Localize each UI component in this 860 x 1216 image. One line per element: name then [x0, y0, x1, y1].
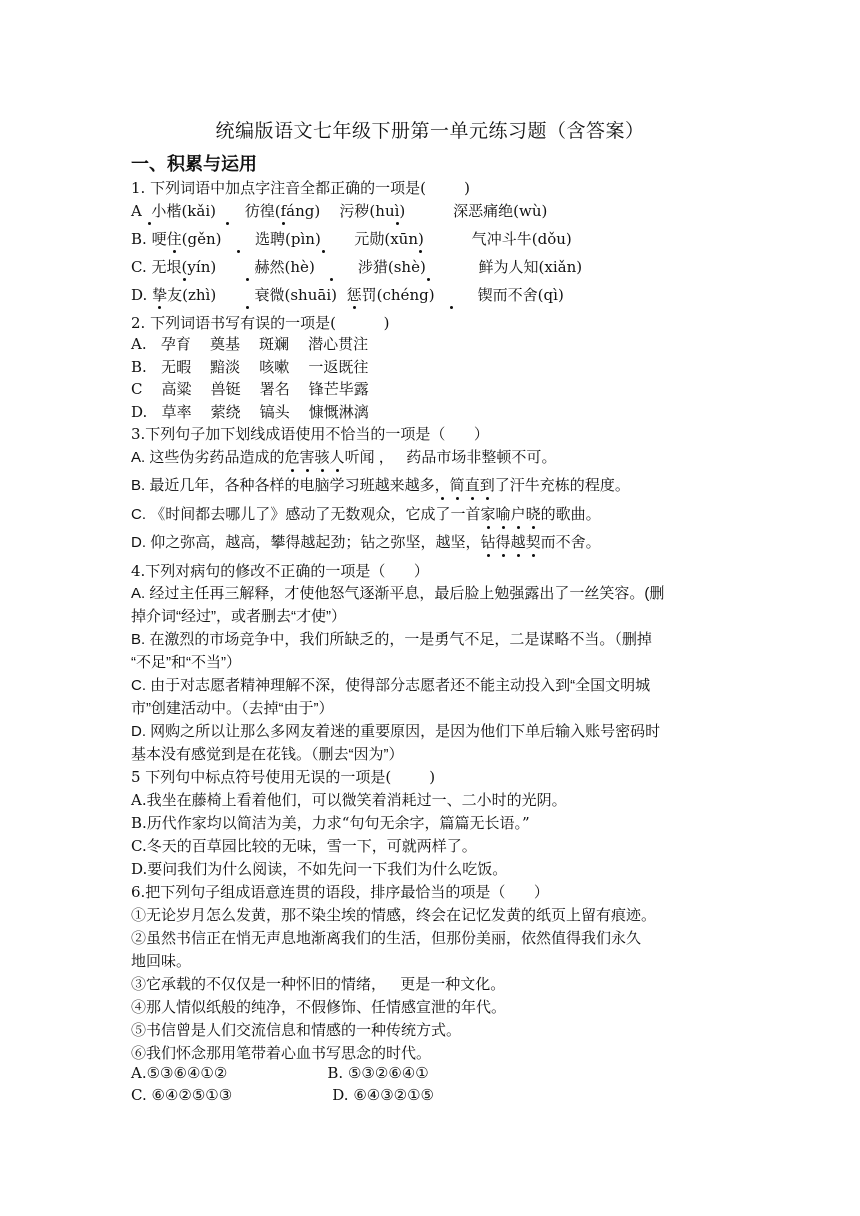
- question-2-option-a: A. 孕育 奠基 斑斓 潜心贯注: [131, 335, 369, 353]
- question-2-option-d: D. 草率 萦绕 镐头 慷慨淋漓: [131, 403, 369, 421]
- question-1-option-a: A 小楷(kǎi) 彷徨(fáng) 污秽(huì) 深恶痛绝(wù): [131, 202, 548, 220]
- question-1-option-d: D. 挚友(zhì) 衰微(shuāi) 惩罚(chéng) 锲而不舍(qì): [131, 286, 564, 304]
- question-1-stem: 1. 下列词语中加点字注音全都正确的一项是( ): [131, 179, 470, 197]
- question-4-option-d-line-2: 基本没有感觉到是在花钱。（删去“因为”）: [131, 746, 404, 763]
- question-4-option-a-line-1: A. 经过主任再三解释，才使他怒气逐渐平息，最后脸上勉强露出了一丝笑容。(删: [131, 585, 665, 602]
- question-3-option-c: C. 《时间都去哪儿了》感动了无数观众，它成了一首家喻户晓的歌曲。: [131, 506, 601, 523]
- question-3-option-a: A. 这些伪劣药品造成的危害骇人听闻 ， 药品市场非整顿不可。: [131, 449, 557, 466]
- question-6-sentence-5: ⑤书信曾是人们交流信息和情感的一种传统方式。: [131, 1021, 462, 1039]
- question-5-option-b: B.历代作家均以简洁为美，力求“句句无余字，篇篇无长语。”: [131, 814, 530, 832]
- question-3-option-d: D. 仰之弥高，越高，攀得越起劲；钻之弥坚，越坚，钻得越契而不舍。: [131, 534, 601, 551]
- question-6-options-ab: A.⑤③⑥④①② B. ⑤③②⑥④①: [131, 1064, 429, 1082]
- question-6-options-cd: C. ⑥④②⑤①③ D. ⑥④③②①⑤: [131, 1086, 435, 1104]
- question-2-option-c: C 高粱 兽铤 署名 锋芒毕露: [131, 380, 369, 398]
- question-4-option-d-line-1: D. 网购之所以让那么多网友着迷的重要原因，是因为他们下单后输入账号密码时: [131, 723, 661, 740]
- question-6-sentence-6: ⑥我们怀念那用笔带着心血书写思念的时代。: [131, 1044, 432, 1062]
- question-4-option-b-line-1: B. 在激烈的市场竞争中，我们所缺乏的，一是勇气不足，二是谋略不当。（删掉: [131, 631, 652, 648]
- question-5-option-d: D.要问我们为什么阅读，不如先问一下我们为什么吃饭。: [131, 860, 508, 878]
- question-3-stem: 3.下列句子加下划线成语使用不恰当的一项是（ ）: [131, 425, 489, 443]
- question-6-sentence-1: ①无论岁月怎么发黄，那不染尘埃的情感，终会在记忆发黄的纸页上留有痕迹。: [131, 906, 657, 924]
- question-6-sentence-3: ③它承载的不仅仅是一种怀旧的情绪， 更是一种文化。: [131, 975, 506, 993]
- question-5-option-c: C.冬天的百草园比较的无味，雪一下，可就两样了。: [131, 837, 477, 855]
- page-title: 统编版语文七年级下册第一单元练习题（含答案）: [215, 120, 645, 142]
- question-2-stem: 2. 下列词语书写有误的一项是( ): [131, 314, 390, 332]
- question-3-option-b: B. 最近几年，各种各样的电脑学习班越来越多，简直到了汗牛充栋的程度。: [131, 477, 630, 494]
- question-4-option-a-line-2: 掉介词“经过”，或者删去“才使”）: [131, 608, 346, 625]
- question-5-option-a: A.我坐在藤椅上看着他们，可以微笑着消耗过一、二小时的光阴。: [131, 791, 567, 809]
- question-5-stem: 5 下列句中标点符号使用无误的一项是( ): [131, 768, 436, 786]
- question-6-sentence-4: ④那人情似纸般的纯净，不假修饰、任情感宣泄的年代。: [131, 998, 507, 1016]
- question-6-sentence-2-line-2: 地回味。: [131, 952, 192, 970]
- question-1-option-c: C. 无垠(yín) 赫然(hè) 涉猎(shè) 鲜为人知(xiǎn): [131, 258, 583, 276]
- question-4-option-c-line-1: C. 由于对志愿者精神理解不深，使得部分志愿者还不能主动投入到“全国文明城: [131, 677, 651, 694]
- question-4-option-c-line-2: 市”创建活动中。（去掉“由于”）: [131, 700, 334, 717]
- question-4-option-b-line-2: “不足”和“不当”）: [131, 654, 241, 671]
- question-2-option-b: B. 无暇 黯淡 咳嗽 一返既往: [131, 358, 369, 376]
- question-6-stem: 6.把下列句子组成语意连贯的语段，排序最恰当的项是（ ）: [131, 883, 549, 901]
- question-1-option-b: B. 哽住(gěn) 选聘(pìn) 元勋(xūn) 气冲斗牛(dǒu): [131, 230, 572, 248]
- question-4-stem: 4.下列对病句的修改不正确的一项是（ ）: [131, 562, 429, 580]
- section-heading: 一、积累与运用: [131, 154, 257, 175]
- question-6-sentence-2-line-1: ②虽然书信正在悄无声息地渐离我们的生活，但那份美丽，依然值得我们永久: [131, 929, 642, 947]
